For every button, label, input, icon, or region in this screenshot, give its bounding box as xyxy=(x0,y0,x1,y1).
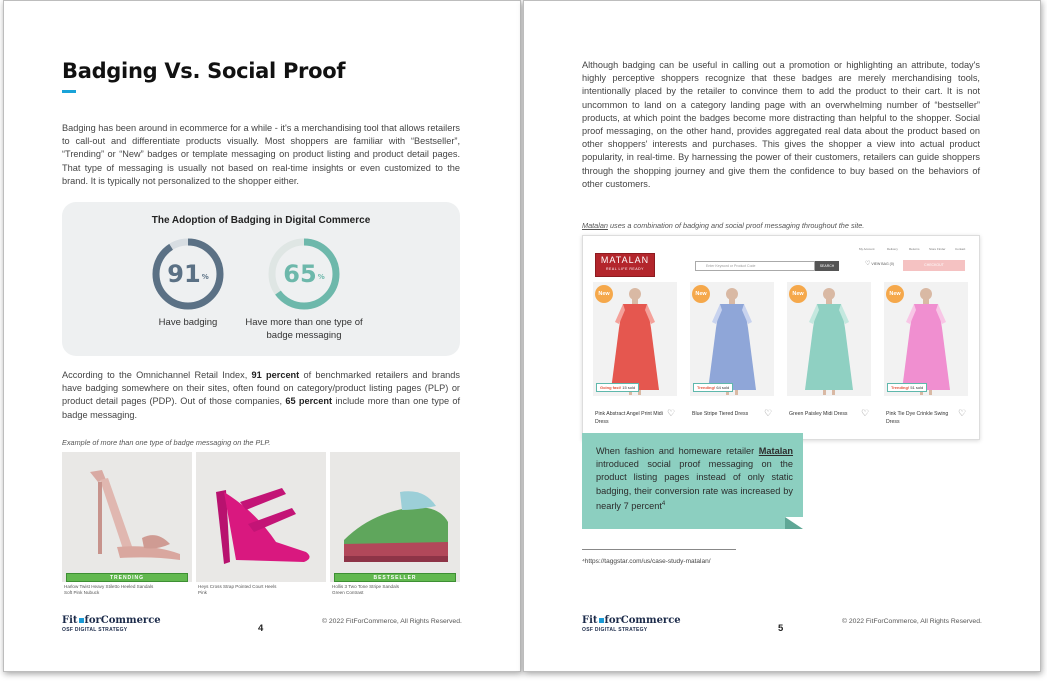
product-card[interactable] xyxy=(593,282,677,396)
callout-text: When fashion and homeware retailer Matalan introduced social proof messaging on the product listing pages instead of only static badging, their conversion rate was increased by nearly 7 percent$^4$ xyxy=(596,446,793,511)
nav-link[interactable]: My Account xyxy=(859,247,875,251)
nav-link[interactable]: Contact xyxy=(955,247,966,251)
stat-label-multi-badge: Have more than one type of badge messaging xyxy=(245,317,363,341)
checkout-button[interactable]: CHECKOUT xyxy=(903,260,965,271)
product-name[interactable]: Pink Tie Dye Crinkle Swing Dress xyxy=(886,411,949,425)
pink-court-heel-image xyxy=(196,452,326,582)
donut-chart-badging xyxy=(151,237,225,311)
product-name[interactable]: Pink Abstract Angel Print Midi Dress xyxy=(595,411,663,425)
pink-sandal-image xyxy=(62,452,192,582)
wishlist-heart-icon[interactable]: ♡ xyxy=(667,408,676,418)
product-name[interactable]: Blue Stripe Tiered Dress xyxy=(692,411,749,417)
social-proof-badge: Trending! 51 sold xyxy=(887,383,927,392)
wishlist-heart-icon[interactable]: ♡ xyxy=(958,408,967,418)
product-name[interactable]: Green Paisley Midi Dress xyxy=(789,411,848,417)
shoe-example-strip xyxy=(62,452,460,600)
shoe-name: Harlow Twist Heavy Stiletto Heeled Sandals Soft Pink Nubuck xyxy=(64,584,154,595)
search-button[interactable]: SEARCH xyxy=(815,261,839,271)
figure-caption: Matalan uses a combination of badging and social proof messaging throughout the site. xyxy=(582,221,865,230)
shoe-name: Heys Cross Strap Pointed Court Heels Pink xyxy=(198,584,277,595)
page-number: 5 xyxy=(778,623,784,634)
copyright: © 2022 FitForCommerce, All Rights Reserved. xyxy=(842,618,982,625)
conversion-callout xyxy=(582,433,803,529)
page-number: 4 xyxy=(258,623,264,634)
bestseller-badge: BESTSELLER xyxy=(334,573,456,582)
nav-link[interactable]: Returns xyxy=(909,247,920,251)
new-badge: New xyxy=(595,285,613,303)
page-title: Badging Vs. Social Proof xyxy=(62,59,346,83)
new-badge: New xyxy=(789,285,807,303)
intro-paragraph: Badging has been around in ecommerce for a while - it's a merchandising tool that allows retailers to call-out and differentiate products visually. Most shoppers are familiar with “Bestseller”, “Trending” or “New” badges or template messaging on product listing and product detail pages. That type of messaging is usually not based on real-time insights or even customized to the brand. It is typically not personalized to the shopper either. xyxy=(62,123,460,186)
green-block-sandal-image xyxy=(330,452,460,582)
product-tile[interactable] xyxy=(330,452,460,582)
nav-link[interactable]: Store Finder xyxy=(929,247,946,251)
product-tile[interactable] xyxy=(62,452,192,582)
copyright: © 2022 FitForCommerce, All Rights Reserved. xyxy=(322,618,462,625)
badging-stats-card xyxy=(62,202,460,356)
matalan-site-screenshot xyxy=(582,235,980,440)
right-page xyxy=(523,0,1041,672)
search-input[interactable]: Enter Keyword or Product Code xyxy=(695,261,815,271)
donut-chart-multi-badge xyxy=(267,237,341,311)
product-card[interactable] xyxy=(884,282,968,396)
new-badge: New xyxy=(692,285,710,303)
figure-caption: Example of more than one type of badge messaging on the PLP. xyxy=(62,438,271,447)
product-card[interactable] xyxy=(787,282,871,396)
stat-value-multi-badge: 65 % xyxy=(283,260,325,288)
fitforcommerce-logo: Fit forCommerce OSF DIGITAL STRATEGY xyxy=(62,615,161,633)
view-bag-link[interactable]: ♡ VIEW BAG (0) xyxy=(865,261,894,267)
stat-label-badging: Have badging xyxy=(158,317,218,328)
stat-value-badging: 91 % xyxy=(167,260,209,288)
left-page xyxy=(3,0,521,672)
new-badge: New xyxy=(886,285,904,303)
trending-badge: TRENDING xyxy=(66,573,188,582)
social-proof-badge: Trending! 64 sold xyxy=(693,383,733,392)
heart-icon: ♡ xyxy=(865,261,871,267)
wishlist-heart-icon[interactable]: ♡ xyxy=(764,408,773,418)
social-proof-paragraph: Although badging can be useful in calling out a promotion or highlighting an attribute, today's highly perceptive shoppers recognize that these badges are merely merchandising tools, intentionally placed by the retailer to convince them to add the product to their cart. It is not uncommon to land on a category landing page with an overwhelming number of “bestseller” products, at which point the badges become more distracting than helpful to the shopper. Social proof messaging, on the other hand, provides aggregated real data about the product based on other shoppers' interests and purchases. This gives the shopper a view into actual product popularity, in real-time. By harnessing the power of their customers, retailers can guide shoppers through the shopping journey and give them the confidence to buy based on the behaviors of other customers. xyxy=(582,60,980,189)
shoe-name: Hollis 3 Two Tone Stripe Sandals Green Contrast xyxy=(332,584,399,595)
footnote: ⁴https://taggstar.com/us/case-study-matalan/ xyxy=(582,558,711,565)
stats-card-title: The Adoption of Badging in Digital Commerce xyxy=(151,215,371,226)
footnote-rule xyxy=(582,549,736,550)
fitforcommerce-logo: Fit forCommerce OSF DIGITAL STRATEGY xyxy=(582,615,681,633)
matalan-logo: MATALAN REAL LIFE READY xyxy=(595,253,655,277)
social-proof-badge: Going fast! 15 sold xyxy=(596,383,639,392)
page-fold-corner xyxy=(785,517,803,529)
title-accent-bar xyxy=(62,90,76,93)
nav-link[interactable]: Delivery xyxy=(887,247,898,251)
wishlist-heart-icon[interactable]: ♡ xyxy=(861,408,870,418)
product-card[interactable] xyxy=(690,282,774,396)
omnichannel-paragraph: According to the Omnichannel Retail Index, 91 percent of benchmarked retailers and brands have badging somewhere on their sites, often found on category/product listing pages (PLP) or product detail pages (PDP). Out of those companies, 65 percent include more than one type of badge messaging. xyxy=(62,370,460,420)
product-tile[interactable] xyxy=(196,452,326,582)
